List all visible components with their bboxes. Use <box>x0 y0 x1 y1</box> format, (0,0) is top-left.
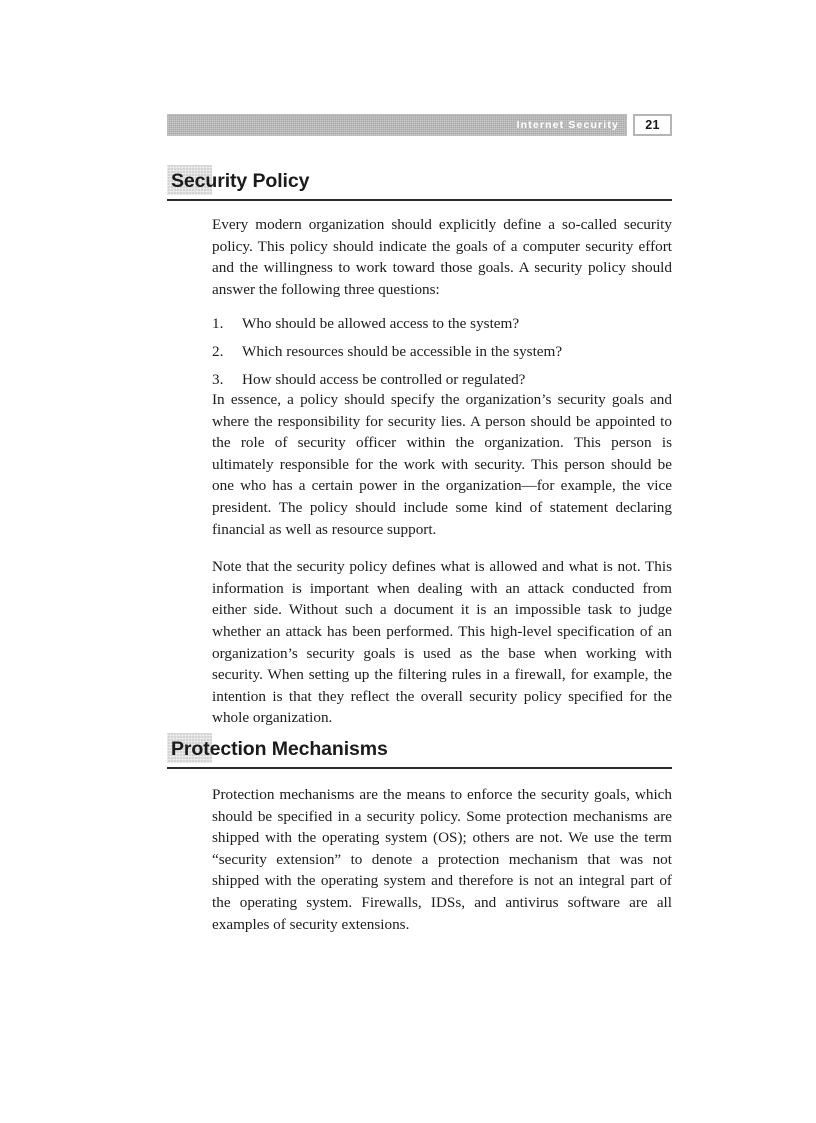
section-title: Protection Mechanisms <box>171 738 388 760</box>
page-number: 21 <box>645 117 660 132</box>
paragraph: In essence, a policy should specify the organization’s security goals and where the responsibility for security lies. A person should be appointed to the role of security officer within the organization. This person is ultimately responsible for the work with security. This person should be one who has a certain power in the organization—for example, the vice president. The policy should include some kind of statement declaring financial as well as resource support. <box>212 391 672 538</box>
heading-row <box>167 736 672 766</box>
heading-divider <box>167 767 672 769</box>
section-body-protection-mechanisms <box>212 784 672 935</box>
list-item-number: 1. <box>212 315 224 333</box>
heading-divider <box>167 199 672 201</box>
section-body-security-policy <box>212 214 672 396</box>
section-body-security-policy-continued <box>212 389 672 729</box>
list-item <box>212 369 672 391</box>
question-list <box>212 313 672 390</box>
section-heading-security-policy <box>167 168 672 201</box>
list-item-number: 3. <box>212 370 224 388</box>
list-item <box>212 313 672 335</box>
list-item <box>212 341 672 363</box>
paragraph: Every modern organization should explicitly define a so-called security policy. This policy should indicate the goals of a computer security effort and the willingness to work toward those goals. A security policy should answer the following three questions: <box>212 216 672 298</box>
header-bar <box>167 114 627 136</box>
heading-row <box>167 168 672 198</box>
running-header <box>167 114 672 136</box>
list-item-number: 2. <box>212 342 224 360</box>
header-title: Internet Security <box>516 118 619 131</box>
section-title: Security Policy <box>171 170 310 192</box>
list-item-text: Who should be allowed access to the system? <box>242 315 520 333</box>
page-number-box <box>633 114 672 136</box>
paragraph: Note that the security policy defines what is allowed and what is not. This information is important when dealing with an attack conducted from either side. Without such a document it is an impossible task to judge whether an attack has been performed. This high-level specification of an organization’s security goals is used as the base when working with security. When setting up the filtering rules in a firewall, for example, the intention is that they reflect the overall security policy specified for the whole organization. <box>212 558 672 727</box>
paragraph: Protection mechanisms are the means to enforce the security goals, which should be specified in a security policy. Some protection mechanisms are shipped with the operating system (OS); others are not. We use the term “security extension” to denote a protection mechanism that was not shipped with the operating system and therefore is not an integral part of the operating system. Firewalls, IDSs, and antivirus software are all examples of security extensions. <box>212 786 672 933</box>
list-item-text: How should access be controlled or regulated? <box>242 370 526 388</box>
section-heading-protection-mechanisms <box>167 736 672 769</box>
list-item-text: Which resources should be accessible in the system? <box>242 342 563 360</box>
